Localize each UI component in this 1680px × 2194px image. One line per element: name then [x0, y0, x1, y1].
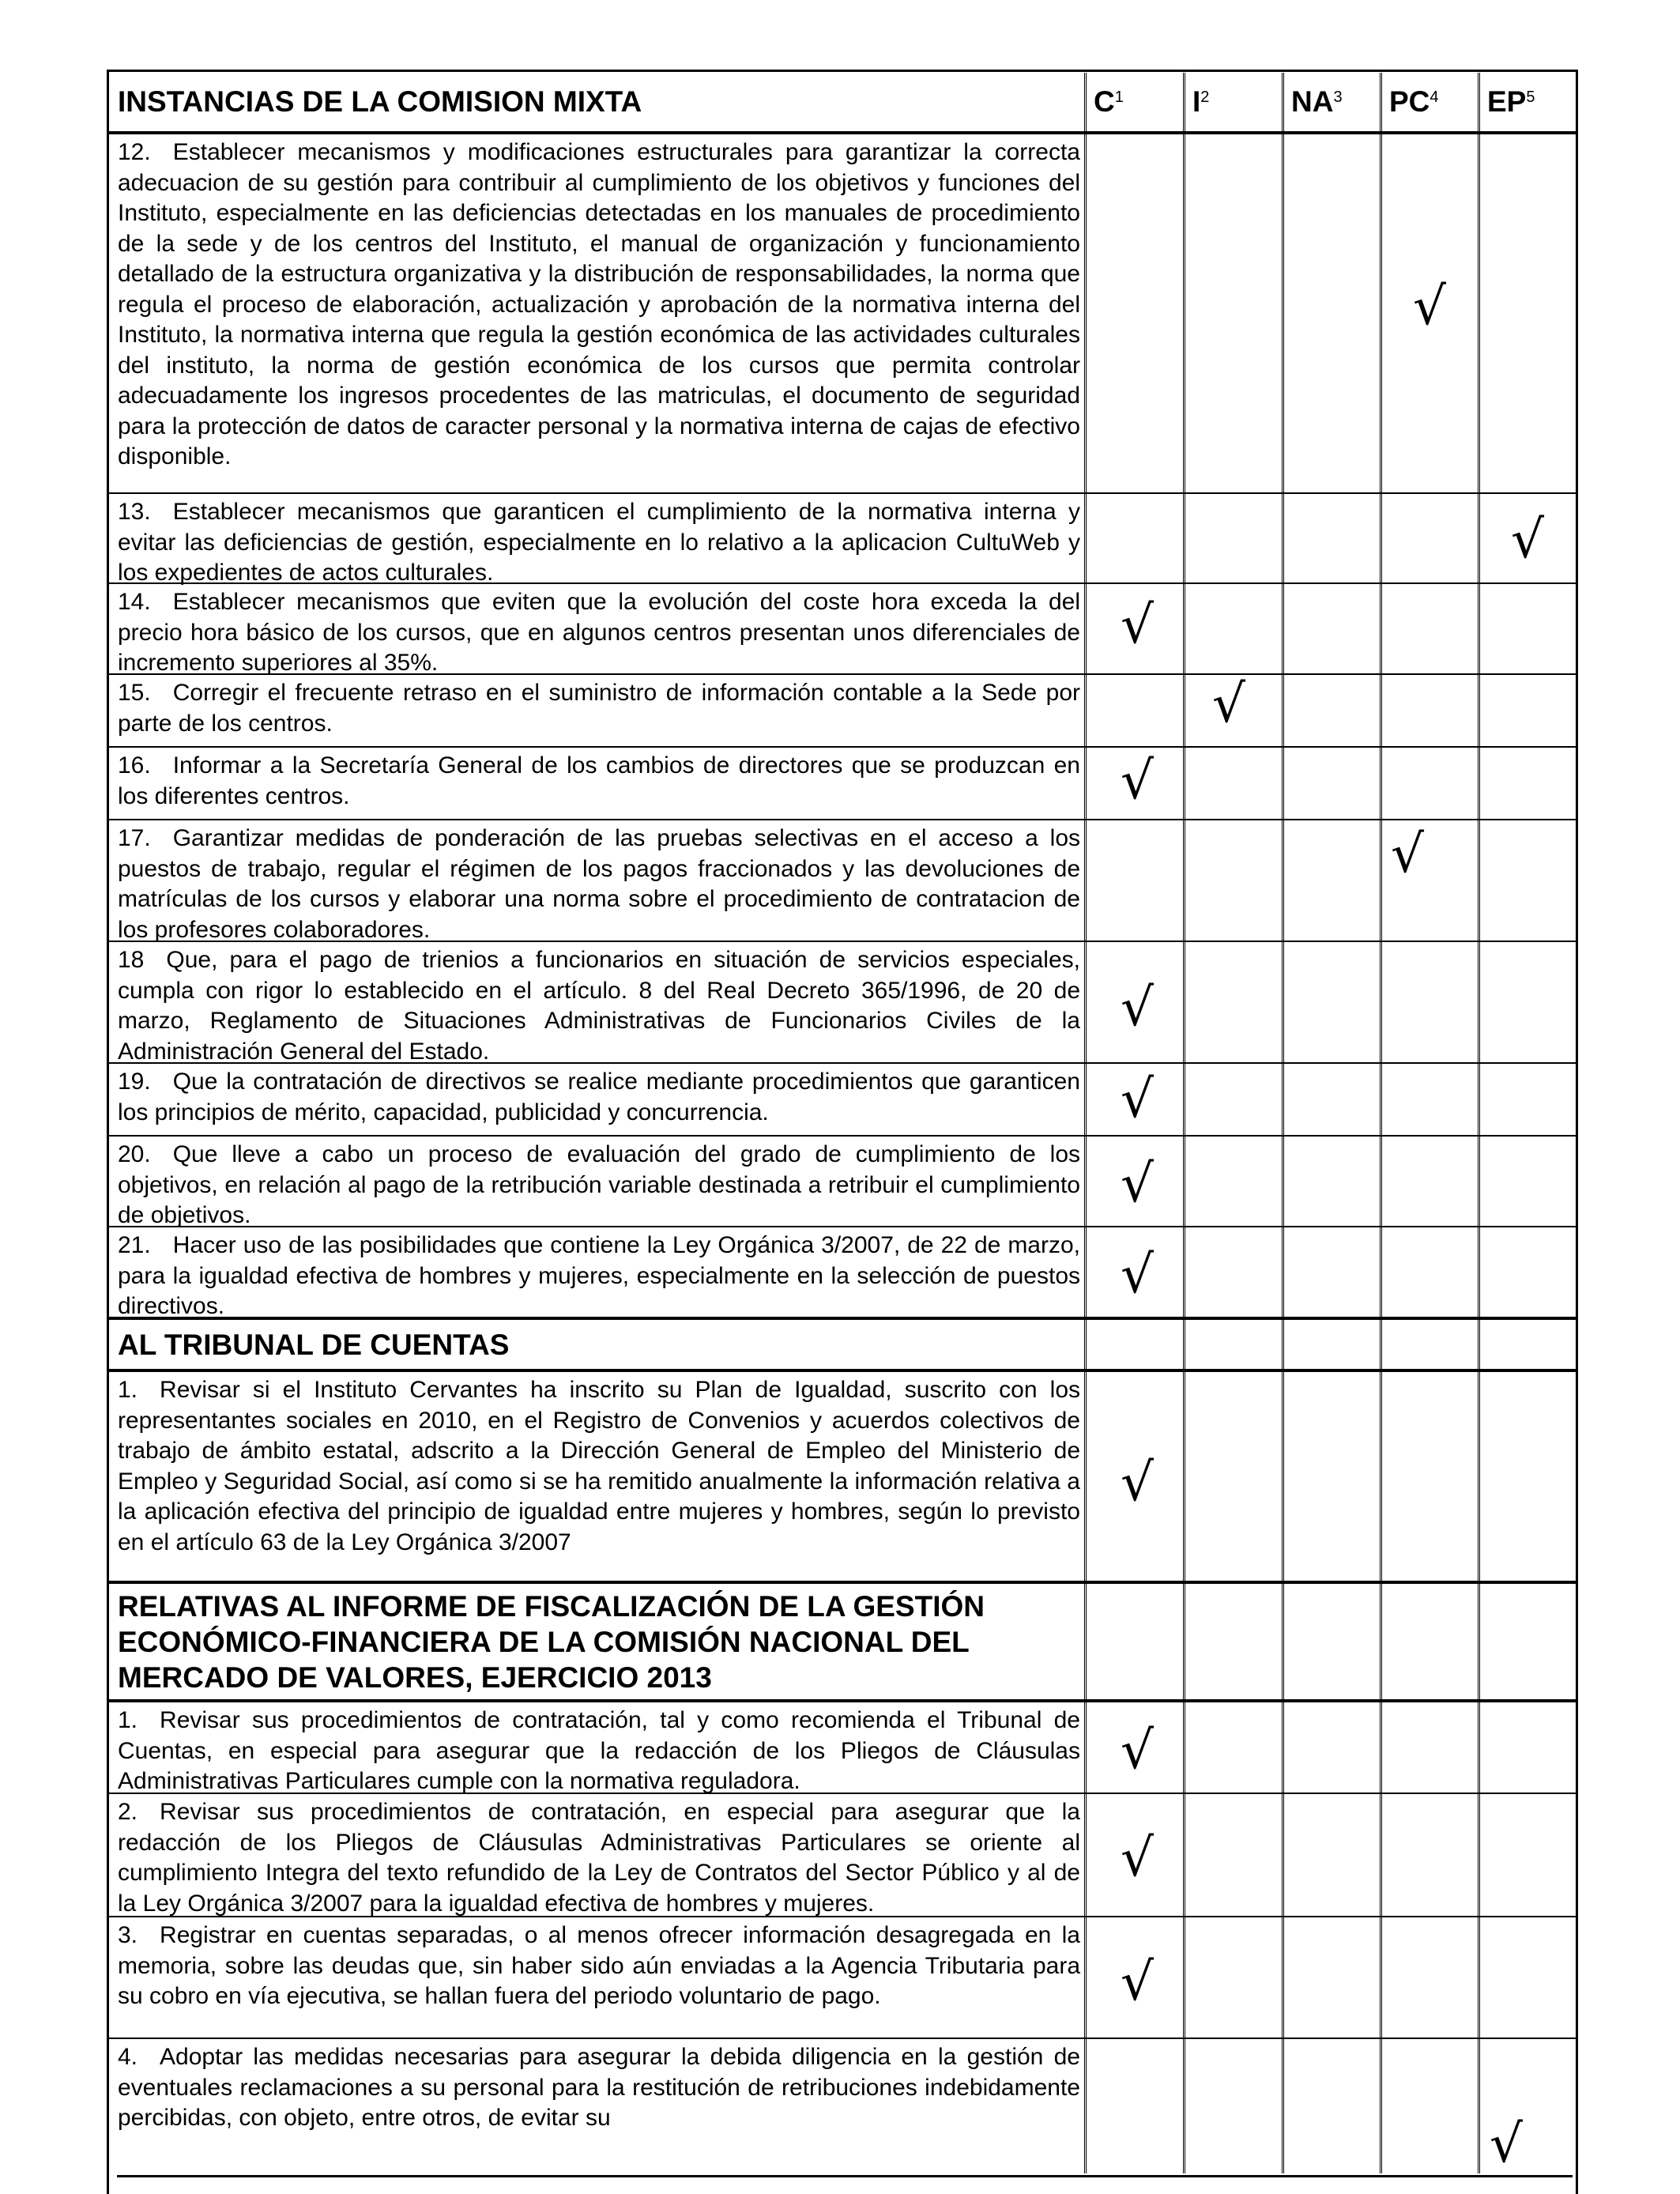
column-divider	[1282, 1372, 1284, 1581]
column-footnote-ref: 1	[1114, 88, 1124, 106]
table-row	[107, 748, 1578, 820]
table-row	[107, 1372, 1578, 1584]
column-divider	[1183, 1372, 1185, 1581]
column-divider	[1183, 494, 1185, 582]
check-mark-c: √	[1121, 1153, 1155, 1214]
column-header-label: I	[1192, 85, 1201, 118]
header-title: INSTANCIAS DE LA COMISION MIXTA	[118, 85, 642, 118]
column-divider	[1282, 134, 1284, 492]
recommendation-number: 1.	[118, 1377, 138, 1403]
check-mark-c: √	[1121, 1720, 1155, 1781]
column-divider	[1183, 1227, 1185, 1317]
check-mark-c: √	[1121, 1951, 1155, 2012]
column-divider	[1183, 1584, 1185, 1699]
recommendation-text	[118, 748, 1080, 819]
recommendation-body: Adoptar las medidas necesarias para asegurar la debida diligencia en la gestión de eventuales reclamaciones a su personal para la restitución de retribuciones indebidamente percibidas, con objeto, entre otros, de evitar su	[118, 2044, 1080, 2131]
column-divider	[1478, 2039, 1480, 2173]
recommendation-text	[118, 134, 1080, 492]
column-header-na	[1282, 73, 1381, 131]
column-divider	[1380, 1584, 1382, 1699]
section-title: RELATIVAS AL INFORME DE FISCALIZACIÓN DE LA GESTIÓN ECONÓMICO-FINANCIERA DE LA COMISIÓN NACIONAL DEL MERCADO DE VALORES, EJERCICIO 2013	[118, 1590, 985, 1694]
column-divider	[1183, 942, 1185, 1062]
recommendation-text	[118, 494, 1080, 586]
column-divider	[1183, 584, 1185, 673]
check-mark-c: √	[1121, 594, 1155, 655]
table-row	[107, 2039, 1578, 2173]
table-row	[107, 494, 1578, 584]
column-divider	[1478, 1064, 1480, 1135]
recommendation-text	[118, 1917, 1080, 2038]
recommendation-body: Que la contratación de directivos se realice mediante procedimientos que garanticen los principios de mérito, capacidad, publicidad y concurrencia.	[118, 1069, 1080, 1125]
column-header-pc	[1380, 73, 1478, 131]
recommendation-body: Corregir el frecuente retraso en el suministro de información contable a la Sede por parte de los centros.	[118, 680, 1080, 737]
recommendation-text	[118, 1064, 1080, 1135]
column-divider	[1282, 820, 1284, 941]
column-divider	[1084, 1702, 1087, 1793]
table-row	[107, 1064, 1578, 1137]
table-row	[107, 134, 1578, 494]
recommendation-number: 17.	[118, 825, 151, 851]
table-row	[107, 1227, 1578, 1320]
recommendation-body: Establecer mecanismos y modificaciones estructurales para garantizar la correcta adecuacion de su gestión para contribuir al cumplimiento de los objetivos y funciones del Instituto, especialmente en las deficiencias detectadas en los manuales de procedimiento de la sede y de los centros del Instituto, el manual de organización y funcionamiento detallado de la estructura organizativa y la distribución de responsabilidades, la norma que regula el proceso de elaboración, actualización y aprobación de la normativa interna del Instituto, la normativa interna que regula la gestión económica de las actividades culturales del instituto, la norma de gestión económica de los cursos que permita controlar adecuadamente los ingresos procedentes de las matriculas, el documento de seguridad para la protección de datos de caracter personal y la normativa interna de cajas de efectivo disponible.	[118, 139, 1080, 469]
column-header-ep	[1478, 73, 1576, 131]
column-header-label: C	[1094, 85, 1115, 118]
column-divider	[1084, 1584, 1087, 1699]
column-divider	[1183, 1917, 1185, 2038]
column-divider	[1380, 584, 1382, 673]
column-divider	[1183, 1702, 1185, 1793]
column-divider	[1380, 1320, 1382, 1369]
check-mark-c: √	[1121, 750, 1155, 811]
table-row	[107, 942, 1578, 1064]
column-divider	[1282, 1794, 1284, 1916]
table-row	[107, 584, 1578, 675]
table-row	[107, 1794, 1578, 1917]
recommendation-text	[118, 1137, 1080, 1226]
column-footnote-ref: 4	[1430, 88, 1439, 106]
column-divider	[1478, 942, 1480, 1062]
column-divider	[1478, 1227, 1480, 1317]
column-divider	[1478, 73, 1480, 131]
table-row	[107, 1702, 1578, 1794]
section-header-row	[107, 1320, 1578, 1372]
check-mark-c: √	[1121, 1244, 1155, 1305]
column-divider	[1380, 2039, 1382, 2173]
column-header-c	[1084, 73, 1183, 131]
column-divider	[1183, 1064, 1185, 1135]
column-footnote-ref: 3	[1333, 88, 1343, 106]
recommendation-body: Revisar sus procedimientos de contratación, tal y como recomienda el Tribunal de Cuentas, en especial para asegurar que la redacción de los Pliegos de Cláusulas Administrativas Particulares cumple con la normativa reguladora.	[118, 1707, 1080, 1794]
recommendation-body: Establecer mecanismos que eviten que la evolución del coste hora exceda la del precio hora básico de los cursos, que en algunos centros presentan unos diferenciales de incremento superiores al 35%.	[118, 589, 1080, 676]
column-divider	[1084, 748, 1087, 819]
column-divider	[1183, 2039, 1185, 2173]
column-divider	[1478, 134, 1480, 492]
recommendation-body: Revisar sus procedimientos de contratación, en especial para asegurar que la redacción de los Pliegos de Cláusulas Administrativas Particulares se oriente al cumplimiento Integra del texto refundido de la Ley de Contratos del Sector Público y al de la Ley Orgánica 3/2007 para la igualdad efectiva de hombres y mujeres.	[118, 1799, 1080, 1917]
recommendation-text	[118, 1227, 1080, 1317]
column-footnote-ref: 5	[1526, 88, 1535, 106]
column-divider	[1282, 1137, 1284, 1226]
column-divider	[1183, 1320, 1185, 1369]
recommendation-body: Que, para el pago de trienios a funcionarios en situación de servicios especiales, cumpla con rigor lo establecido en el artículo. 8 del Real Decreto 365/1996, de 20 de marzo, Reglamento de Situaciones Administrativas de Funcionarios Civiles de la Administración General del Estado.	[118, 947, 1080, 1065]
column-divider	[1084, 494, 1087, 582]
column-divider	[1084, 73, 1087, 131]
recommendation-text	[118, 2039, 1080, 2173]
column-divider	[1282, 73, 1284, 131]
recommendation-number: 2.	[118, 1799, 138, 1825]
column-divider	[1478, 494, 1480, 582]
column-divider	[1282, 748, 1284, 819]
column-divider	[1478, 1137, 1480, 1226]
column-divider	[1282, 675, 1284, 746]
column-divider	[1084, 942, 1087, 1062]
column-divider	[1282, 584, 1284, 673]
column-divider	[1084, 134, 1087, 492]
check-mark-c: √	[1121, 1452, 1155, 1513]
recommendation-number: 21.	[118, 1232, 151, 1258]
column-divider	[1380, 942, 1382, 1062]
column-divider	[1478, 1794, 1480, 1916]
recommendation-number: 3.	[118, 1922, 138, 1948]
check-mark-pc: √	[1413, 276, 1447, 337]
column-footnote-ref: 2	[1200, 88, 1210, 106]
check-mark-c: √	[1121, 1069, 1155, 1129]
column-divider	[1478, 584, 1480, 673]
column-divider	[1183, 134, 1185, 492]
check-mark-ep: √	[1490, 2113, 1524, 2174]
column-divider	[1084, 1227, 1087, 1317]
column-divider	[1380, 1794, 1382, 1916]
column-divider	[1478, 1584, 1480, 1699]
column-divider	[1183, 1794, 1185, 1916]
column-header-i	[1183, 73, 1282, 131]
column-divider	[1380, 1372, 1382, 1581]
recommendation-text	[118, 1372, 1080, 1581]
column-divider	[1282, 942, 1284, 1062]
column-divider	[1380, 1702, 1382, 1793]
column-divider	[1084, 820, 1087, 941]
recommendation-number: 12.	[118, 139, 151, 165]
table-row	[107, 675, 1578, 748]
section-header-row	[107, 1584, 1578, 1702]
section-title: AL TRIBUNAL DE CUENTAS	[118, 1328, 510, 1361]
column-divider	[1183, 1137, 1185, 1226]
column-divider	[1380, 820, 1382, 941]
column-divider	[1282, 1917, 1284, 2038]
recommendation-number: 4.	[118, 2044, 138, 2070]
column-divider	[1084, 584, 1087, 673]
column-divider	[1282, 1064, 1284, 1135]
column-divider	[1478, 1320, 1480, 1369]
column-divider	[1380, 1227, 1382, 1317]
recommendation-number: 16.	[118, 752, 151, 778]
recommendation-text	[118, 942, 1080, 1065]
recommendation-number: 15.	[118, 680, 151, 706]
column-divider	[1380, 675, 1382, 746]
column-divider	[1084, 1917, 1087, 2038]
column-header-label: NA	[1291, 85, 1334, 118]
column-divider	[1183, 675, 1185, 746]
column-divider	[1282, 1584, 1284, 1699]
column-divider	[1084, 675, 1087, 746]
bottom-rule	[117, 2175, 1573, 2177]
recommendation-text	[118, 1702, 1080, 1793]
column-divider	[1084, 1064, 1087, 1135]
table-row	[107, 820, 1578, 942]
recommendation-text	[118, 820, 1080, 941]
table-row	[107, 1137, 1578, 1227]
recommendation-body: Revisar si el Instituto Cervantes ha inscrito su Plan de Igualdad, suscrito con los representantes sociales en 2010, en el Registro de Convenios y acuerdos colectivos de trabajo de ámbito estatal, adscrito a la Dirección General de Empleo del Ministerio de Empleo y Seguridad Social, así como si se ha remitido anualmente la información relativa a la aplicación efectiva del principio de igualdad entre mujeres y hombres, según lo previsto en el artículo 63 de la Ley Orgánica 3/2007	[118, 1377, 1080, 1555]
column-divider	[1282, 1227, 1284, 1317]
column-divider	[1478, 1372, 1480, 1581]
recommendation-text	[118, 584, 1080, 676]
recommendation-body: Establecer mecanismos que garanticen el cumplimiento de la normativa interna y evitar las deficiencias de gestión, especialmente en lo relativo a la aplicacion CultuWeb y los expedientes de actos culturales.	[118, 499, 1080, 586]
column-divider	[1084, 1320, 1087, 1369]
column-divider	[1380, 494, 1382, 582]
table-header-row	[107, 73, 1578, 134]
column-divider	[1380, 134, 1382, 492]
table-row	[107, 1917, 1578, 2039]
check-mark-ep: √	[1511, 509, 1545, 570]
column-divider	[1478, 675, 1480, 746]
recommendation-number: 19.	[118, 1069, 151, 1095]
column-divider	[1282, 2039, 1284, 2173]
column-divider	[1380, 748, 1382, 819]
column-divider	[1380, 1917, 1382, 2038]
recommendation-number: 1.	[118, 1707, 138, 1733]
recommendation-body: Informar a la Secretaría General de los cambios de directores que se produzcan en los diferentes centros.	[118, 752, 1080, 809]
column-divider	[1084, 1137, 1087, 1226]
column-divider	[1380, 1064, 1382, 1135]
column-divider	[1478, 820, 1480, 941]
check-mark-c: √	[1121, 1827, 1155, 1888]
recommendation-text	[118, 675, 1080, 746]
column-divider	[1282, 1320, 1284, 1369]
recommendation-number: 18	[118, 947, 145, 973]
column-header-label: EP	[1487, 85, 1527, 118]
column-divider	[1084, 1794, 1087, 1916]
column-divider	[1282, 494, 1284, 582]
column-divider	[1478, 1917, 1480, 2038]
column-header-label: PC	[1389, 85, 1430, 118]
recommendation-body: Registrar en cuentas separadas, o al menos ofrecer información desagregada en la memoria, sobre las deudas que, sin haber sido aún enviadas a la Agencia Tributaria para su cobro en vía ejecutiva, se hallan fuera del periodo voluntario de pago.	[118, 1922, 1080, 2009]
column-divider	[1084, 1372, 1087, 1581]
recommendation-body: Garantizar medidas de ponderación de las pruebas selectivas en el acceso a los puestos de trabajo, regular el régimen de los pagos fraccionados y las devoluciones de matrículas de los cursos y elaborar una norma sobre el procedimiento de contratacion de los profesores colaboradores.	[118, 825, 1080, 943]
check-mark-c: √	[1121, 977, 1155, 1038]
recommendation-body: Hacer uso de las posibilidades que contiene la Ley Orgánica 3/2007, de 22 de marzo, para la igualdad efectiva de hombres y mujeres, especialmente en la selección de puestos directivos.	[118, 1232, 1080, 1319]
column-divider	[1380, 1137, 1382, 1226]
recommendation-number: 20.	[118, 1141, 151, 1167]
column-divider	[1380, 73, 1382, 131]
column-divider	[1478, 748, 1480, 819]
check-mark-i: √	[1212, 673, 1246, 734]
recommendation-text	[118, 1794, 1080, 1916]
check-mark-pc: √	[1391, 824, 1425, 884]
column-divider	[1478, 1702, 1480, 1793]
column-divider	[1183, 73, 1185, 131]
column-divider	[1183, 748, 1185, 819]
column-divider	[1282, 1702, 1284, 1793]
column-divider	[1084, 2039, 1087, 2173]
column-divider	[1183, 820, 1185, 941]
recommendation-number: 14.	[118, 589, 151, 615]
recommendation-body: Que lleve a cabo un proceso de evaluación del grado de cumplimiento de los objetivos, en relación al pago de la retribución variable destinada a retribuir el cumplimiento de objetivos.	[118, 1141, 1080, 1228]
recommendation-number: 13.	[118, 499, 151, 525]
